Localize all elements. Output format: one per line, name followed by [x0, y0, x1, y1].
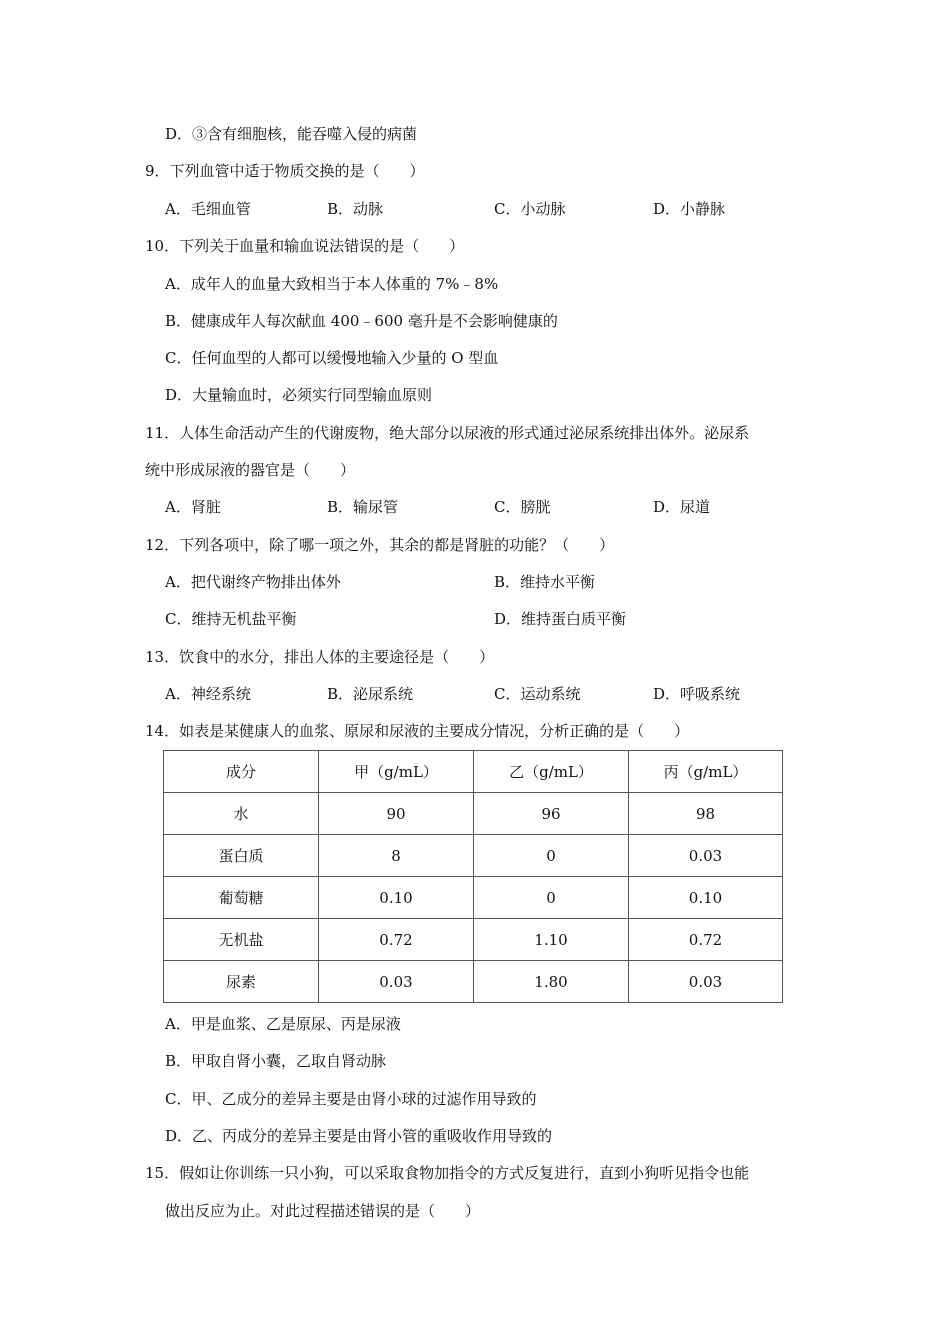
- table-row: [164, 835, 783, 877]
- q12-option-b: B．维持水平衡: [494, 573, 596, 591]
- q13-option-c: C．运动系统: [494, 685, 581, 703]
- table-cell: 葡萄糖: [164, 877, 319, 919]
- table-cell: 98: [629, 793, 783, 835]
- q14-option-c: C．甲、乙成分的差异主要是由肾小球的过滤作用导致的: [165, 1090, 537, 1108]
- q11-option-c: C．膀胱: [494, 498, 551, 516]
- q13-option-a: A．神经系统: [165, 685, 251, 703]
- question-9: 9．下列血管中适于物质交换的是（ ）: [145, 162, 425, 180]
- table-header-row: [164, 751, 783, 793]
- table-cell: 0.03: [629, 835, 783, 877]
- question-15-line-1: 15．假如让你训练一只小狗，可以采取食物加指令的方式反复进行，直到小狗听见指令也能: [145, 1164, 750, 1182]
- question-11-line-1: 11．人体生命活动产生的代谢废物，绝大部分以尿液的形式通过泌尿系统排出体外。泌尿系: [145, 424, 750, 442]
- table-cell: 0.03: [319, 961, 474, 1003]
- q11-option-d: D．尿道: [653, 498, 711, 516]
- table-cell: 0.10: [629, 877, 783, 919]
- q9-option-a: A．毛细血管: [165, 200, 251, 218]
- table-cell: 90: [319, 793, 474, 835]
- q11-option-a: A．肾脏: [165, 498, 221, 516]
- table-cell: 尿素: [164, 961, 319, 1003]
- table-cell: 蛋白质: [164, 835, 319, 877]
- q12-option-d: D．维持蛋白质平衡: [494, 610, 627, 628]
- table-cell: 无机盐: [164, 919, 319, 961]
- q14-option-a: A．甲是血浆、乙是原尿、丙是尿液: [165, 1015, 401, 1033]
- table-cell: 0.10: [319, 877, 474, 919]
- question-13: 13．饮食中的水分，排出人体的主要途径是（ ）: [145, 648, 495, 666]
- question-11-line-2: 统中形成尿液的器官是（ ）: [145, 461, 356, 479]
- table-cell: 0: [474, 835, 629, 877]
- q12-option-c: C．维持无机盐平衡: [165, 610, 297, 628]
- table-row: [164, 961, 783, 1003]
- q10-option-c: C．任何血型的人都可以缓慢地输入少量的 O 型血: [165, 349, 499, 367]
- table-row: [164, 877, 783, 919]
- table-cell: 1.80: [474, 961, 629, 1003]
- q8-option-d: D．③含有细胞核，能吞噬入侵的病菌: [165, 125, 418, 143]
- table-header-cell: 丙（g/mL）: [629, 751, 783, 793]
- q13-option-d: D．呼吸系统: [653, 685, 741, 703]
- q9-option-c: C．小动脉: [494, 200, 566, 218]
- q9-option-d: D．小静脉: [653, 200, 726, 218]
- q10-option-d: D．大量输血时，必须实行同型输血原则: [165, 386, 433, 404]
- q11-option-b: B．输尿管: [327, 498, 399, 516]
- question-14: 14．如表是某健康人的血浆、原尿和尿液的主要成分情况，分析正确的是（ ）: [145, 722, 690, 740]
- table-cell: 1.10: [474, 919, 629, 961]
- q10-option-a: A．成年人的血量大致相当于本人体重的 7%﹣8%: [165, 275, 499, 293]
- table-header-cell: 甲（g/mL）: [319, 751, 474, 793]
- table-header-cell: 乙（g/mL）: [474, 751, 629, 793]
- q9-option-b: B．动脉: [327, 200, 384, 218]
- q10-option-b: B．健康成年人每次献血 400﹣600 毫升是不会影响健康的: [165, 312, 558, 330]
- q14-option-d: D．乙、丙成分的差异主要是由肾小管的重吸收作用导致的: [165, 1127, 553, 1145]
- q12-option-a: A．把代谢终产物排出体外: [165, 573, 341, 591]
- question-15-line-2: 做出反应为止。对此过程描述错误的是（ ）: [165, 1202, 481, 1220]
- table-cell: 0: [474, 877, 629, 919]
- table-row: [164, 919, 783, 961]
- composition-table: [163, 750, 783, 1003]
- table-cell: 0.72: [319, 919, 474, 961]
- table-cell: 0.03: [629, 961, 783, 1003]
- table-cell: 0.72: [629, 919, 783, 961]
- table-cell: 8: [319, 835, 474, 877]
- q14-option-b: B．甲取自肾小囊，乙取自肾动脉: [165, 1052, 387, 1070]
- question-12: 12．下列各项中，除了哪一项之外，其余的都是肾脏的功能？（ ）: [145, 536, 615, 554]
- q13-option-b: B．泌尿系统: [327, 685, 414, 703]
- table-cell: 96: [474, 793, 629, 835]
- table-row: [164, 793, 783, 835]
- table-header-cell: 成分: [164, 751, 319, 793]
- question-10: 10．下列关于血量和输血说法错误的是（ ）: [145, 237, 465, 255]
- table-cell: 水: [164, 793, 319, 835]
